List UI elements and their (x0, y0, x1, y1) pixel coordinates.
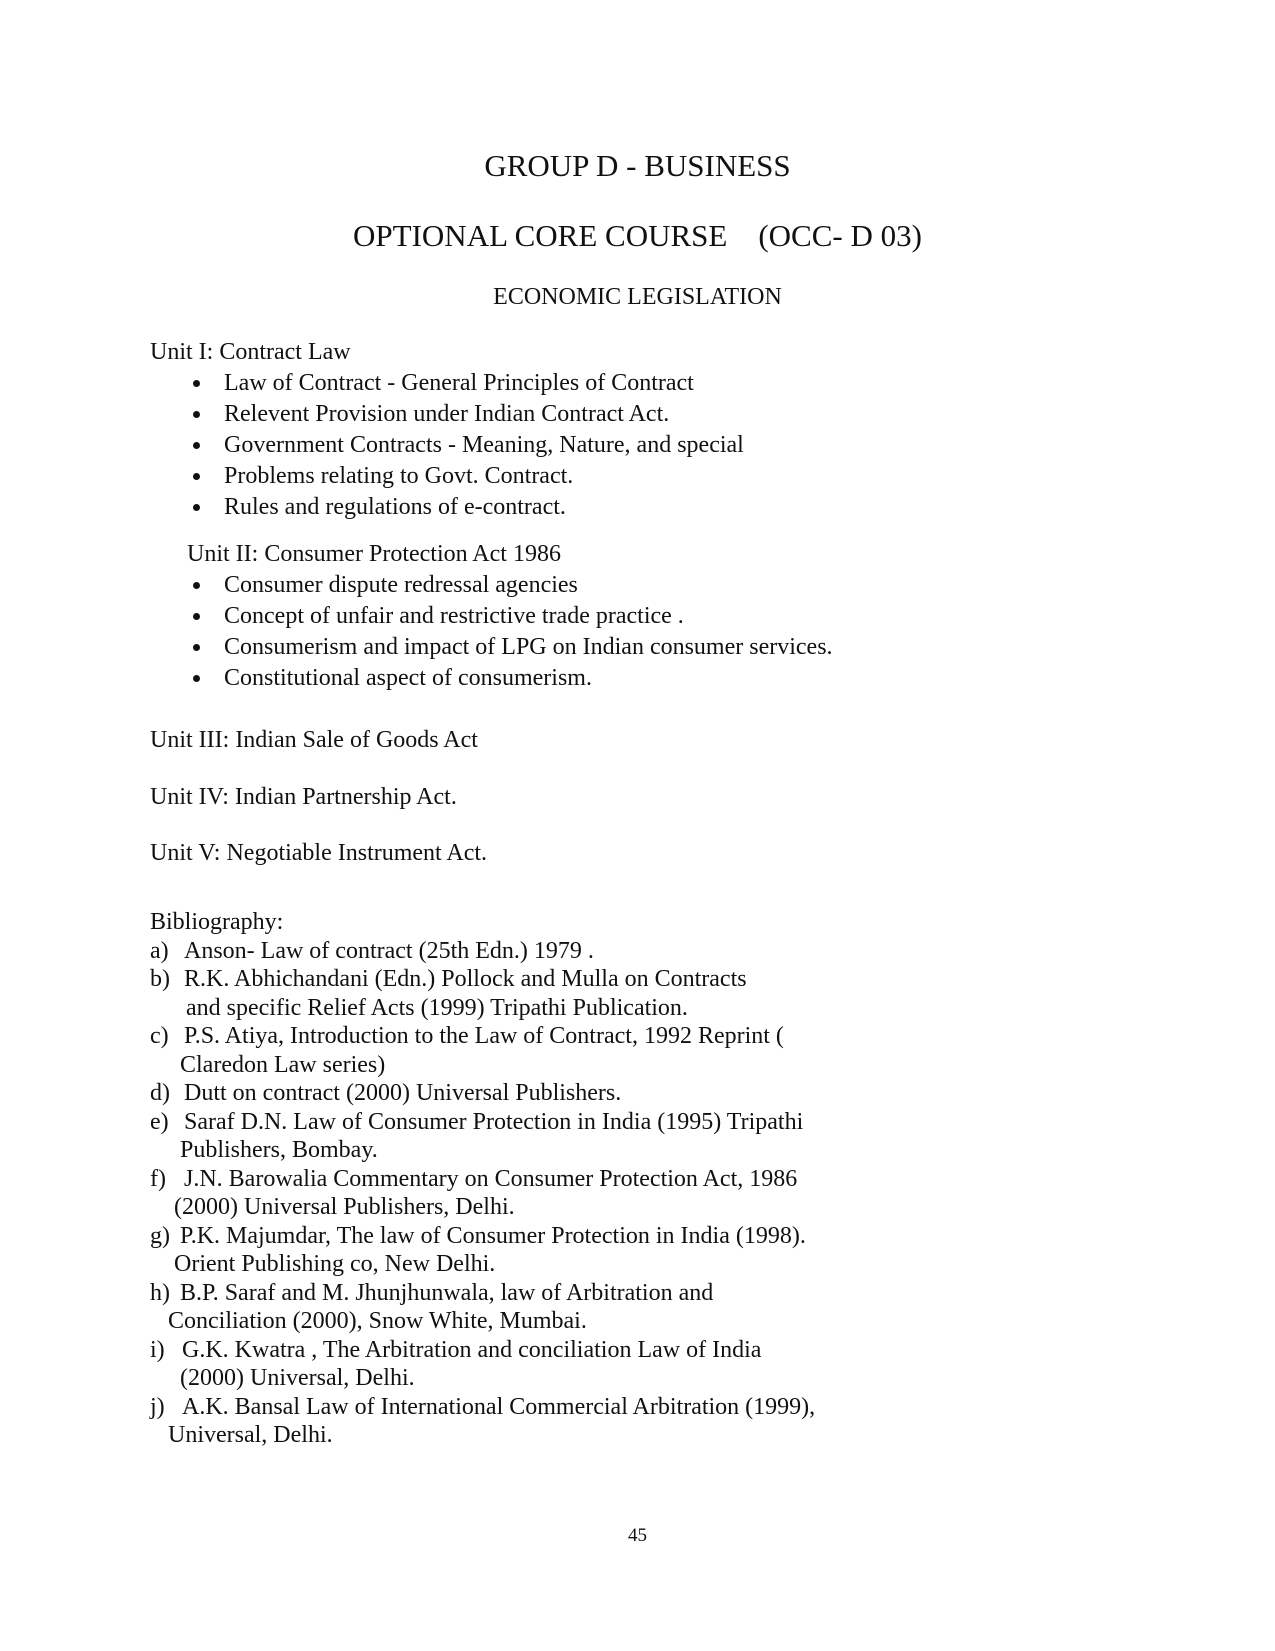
bullet-icon (193, 582, 200, 589)
bibliography-title: Bibliography: (150, 909, 284, 935)
bullet-icon (193, 675, 200, 682)
list-item: Rules and regulations of e-contract. (187, 492, 744, 523)
bibliography-entry: c) P.S. Atiya, Introduction to the Law of Contract, 1992 Reprint ( Claredon Law series) (150, 1023, 784, 1078)
bullet-icon (193, 644, 200, 651)
unit-2-list (187, 570, 833, 694)
bibliography-entry: f) J.N. Barowalia Commentary on Consumer Protection Act, 1986 (2000) Universal Publishers, Delhi. (150, 1165, 798, 1220)
bullet-icon (193, 380, 200, 387)
list-item: Constitutional aspect of consumerism. (187, 663, 833, 694)
bibliography-entry: d) Dutt on contract (2000) Universal Publishers. (150, 1080, 622, 1106)
bullet-icon (193, 442, 200, 449)
list-item: Relevent Provision under Indian Contract Act. (187, 399, 744, 430)
bibliography-entry: g) P.K. Majumdar, The law of Consumer Protection in India (1998). Orient Publishing co, New Delhi. (150, 1222, 806, 1277)
unit-2-title: Unit II: Consumer Protection Act 1986 (187, 541, 561, 567)
group-heading: GROUP D - BUSINESS (484, 148, 791, 183)
unit-5-title: Unit V: Negotiable Instrument Act. (150, 840, 488, 866)
list-item: Government Contracts - Meaning, Nature, and special (187, 430, 744, 461)
bibliography-entry: a) Anson- Law of contract (25th Edn.) 1979 . (150, 937, 594, 964)
list-item: Concept of unfair and restrictive trade practice . (187, 601, 833, 632)
bibliography (150, 908, 815, 1450)
bullet-icon (193, 504, 200, 511)
unit-1-list (187, 368, 744, 523)
bullet-icon (193, 473, 200, 480)
unit-3-title: Unit III: Indian Sale of Goods Act (150, 727, 478, 753)
page-number: 45 (628, 1525, 647, 1546)
list-item: Consumerism and impact of LPG on Indian consumer services. (187, 632, 833, 663)
subject-heading: ECONOMIC LEGISLATION (493, 284, 782, 310)
bullet-icon (193, 411, 200, 418)
unit-1-title: Unit I: Contract Law (150, 339, 351, 365)
bullet-icon (193, 613, 200, 620)
unit-4-title: Unit IV: Indian Partnership Act. (150, 784, 457, 810)
bibliography-entry: j) A.K. Bansal Law of International Commercial Arbitration (1999), Universal, Delhi. (150, 1393, 816, 1448)
bibliography-entry: h) B.P. Saraf and M. Jhunjhunwala, law of Arbitration and Conciliation (2000), Snow White, Mumbai. (150, 1279, 714, 1334)
bibliography-entry: e) Saraf D.N. Law of Consumer Protection in India (1995) Tripathi Publishers, Bombay. (150, 1108, 804, 1163)
list-item: Consumer dispute redressal agencies (187, 570, 833, 601)
course-heading: OPTIONAL CORE COURSE (OCC- D 03) (353, 218, 922, 253)
list-item: Problems relating to Govt. Contract. (187, 461, 744, 492)
list-item: Law of Contract - General Principles of Contract (187, 368, 744, 399)
bibliography-entry: b) R.K. Abhichandani (Edn.) Pollock and Mulla on Contracts and specific Relief Acts (1999) Tripathi Publication. (150, 966, 747, 1021)
bibliography-entry: i) G.K. Kwatra , The Arbitration and conciliation Law of India (2000) Universal, Delhi. (150, 1336, 762, 1391)
